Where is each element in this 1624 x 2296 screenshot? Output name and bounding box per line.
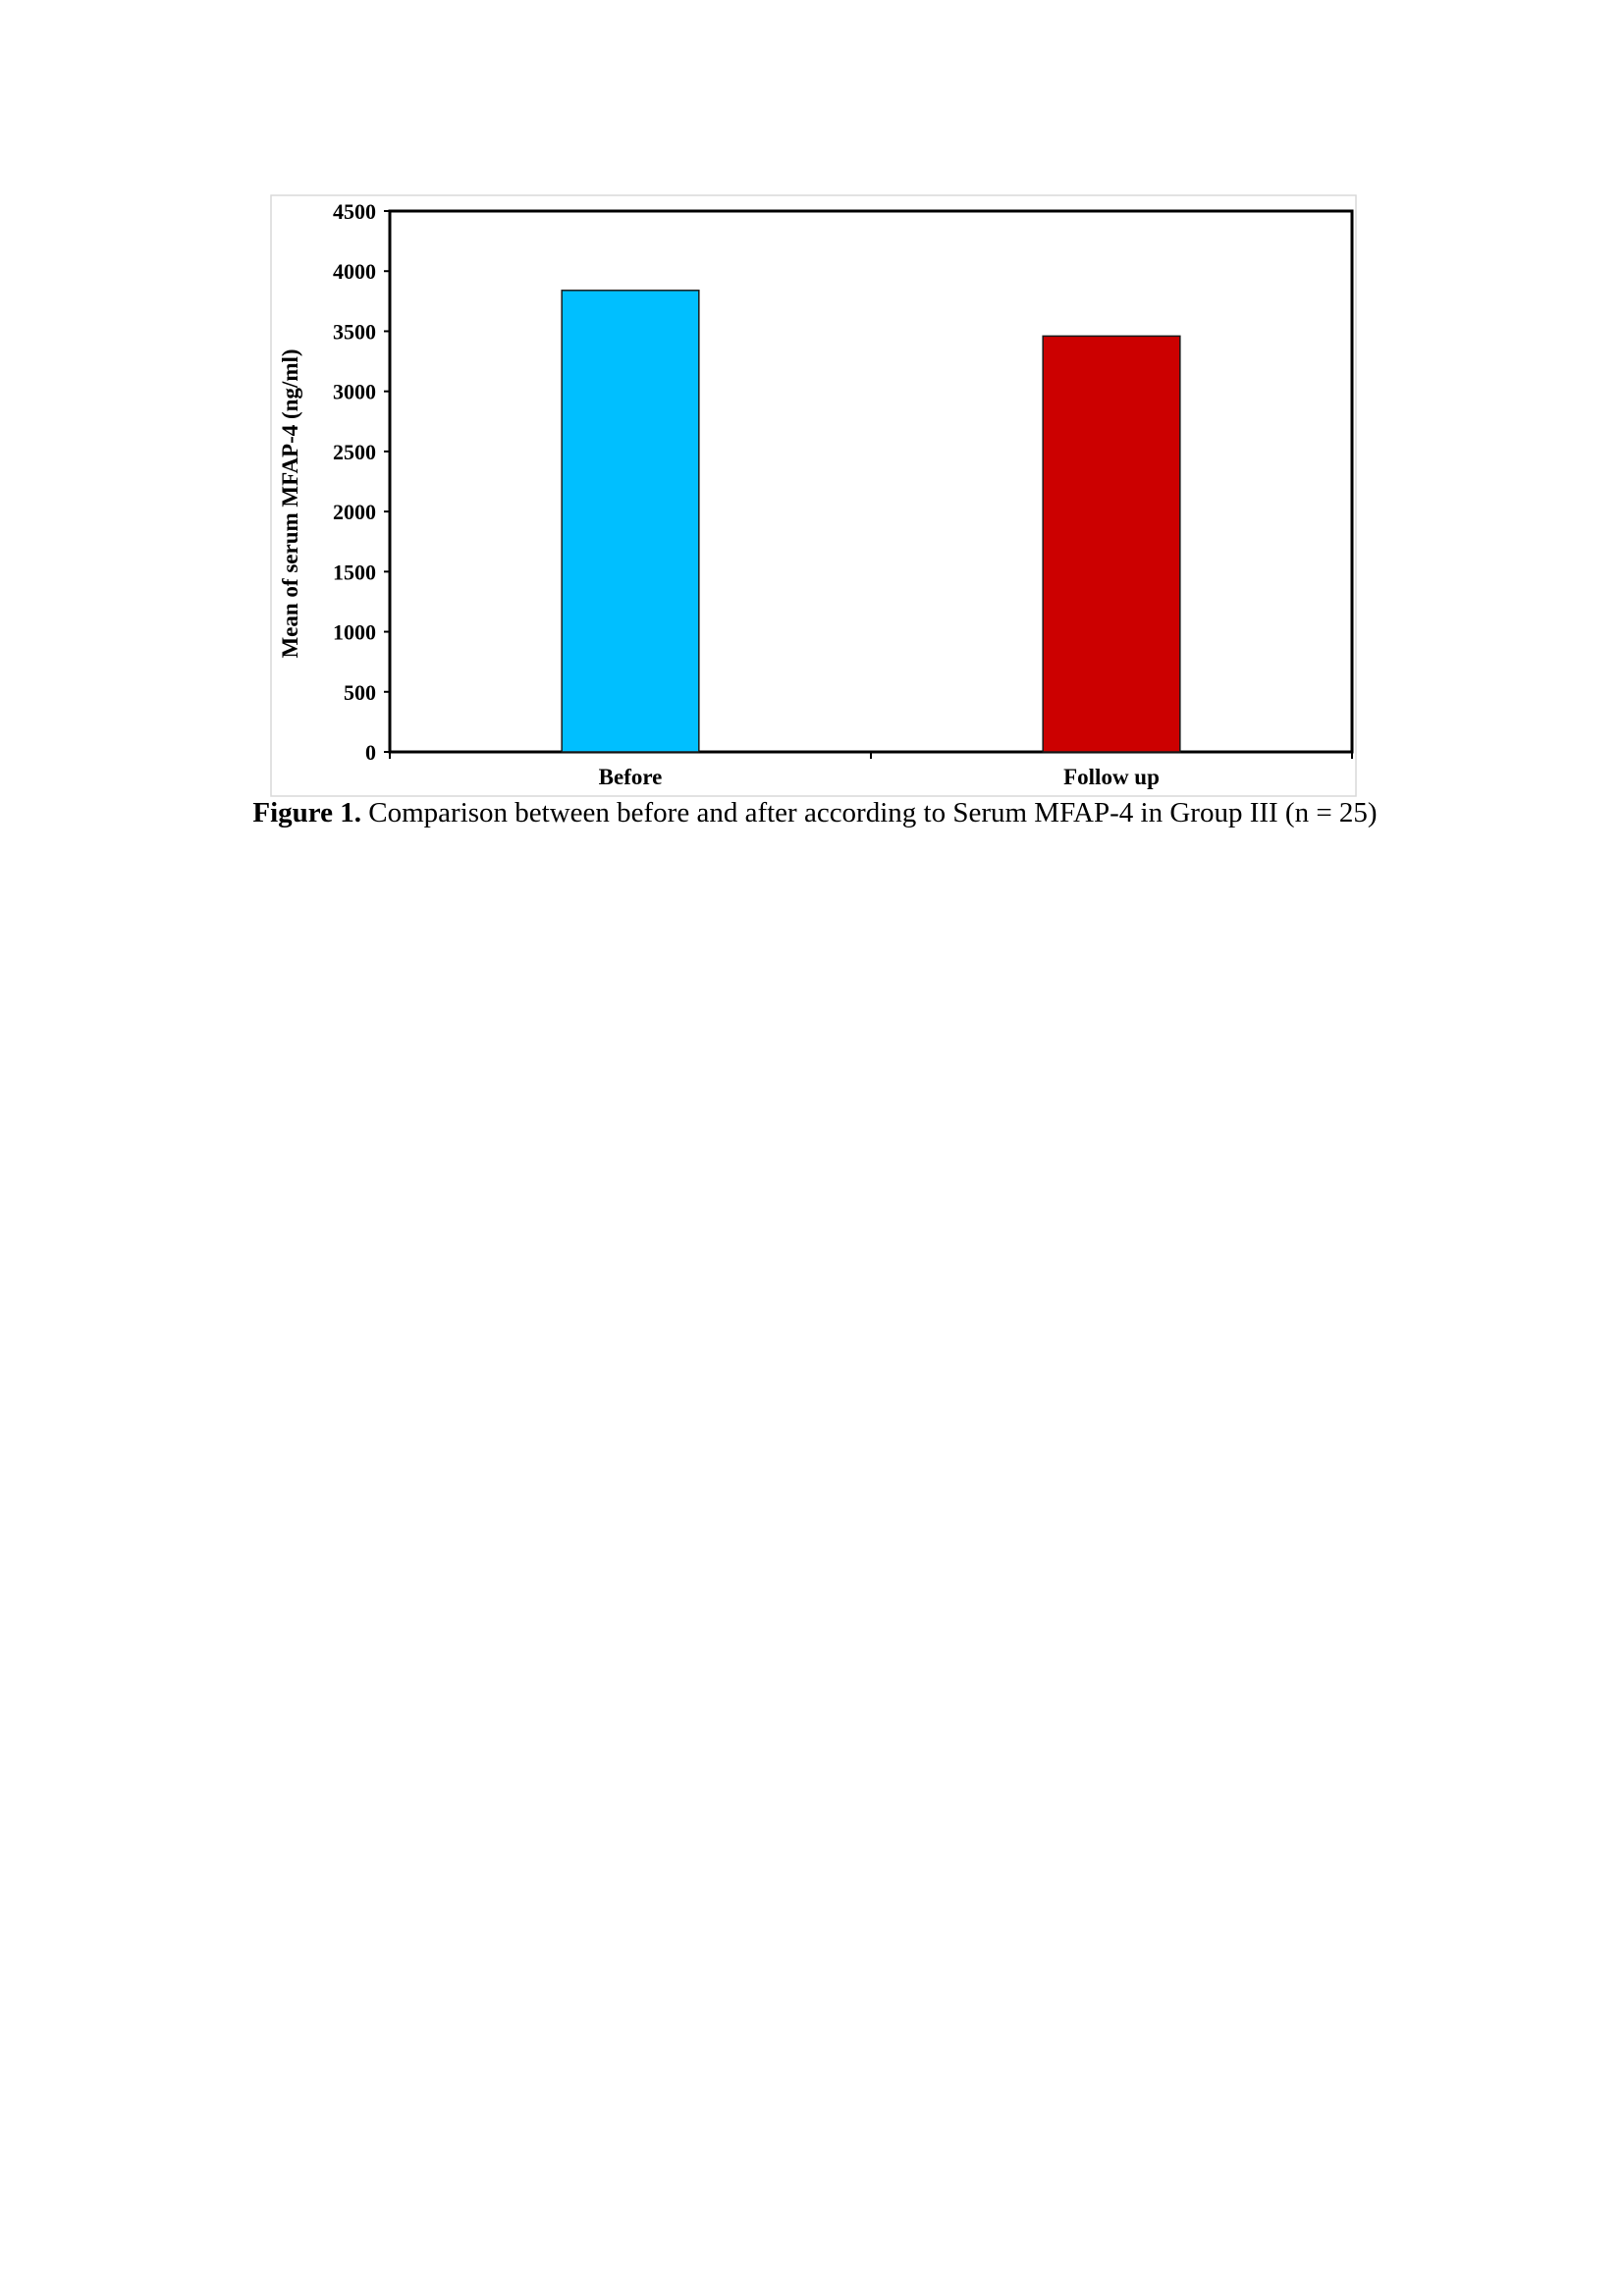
y-tick-label: 4000	[333, 259, 376, 285]
y-tick-label: 0	[365, 740, 376, 765]
figure-caption	[245, 797, 1384, 829]
y-tick-label: 3500	[333, 319, 376, 345]
bar	[1043, 336, 1180, 752]
chart-canvas	[265, 191, 1360, 800]
chart-outer-frame	[271, 195, 1356, 796]
figure-label: Figure 1.	[252, 797, 362, 828]
y-tick-label: 1500	[333, 560, 376, 585]
y-tick-label: 2000	[333, 500, 376, 525]
y-axis-title: Mean of serum MFAP-4 (ng/ml)	[278, 348, 302, 659]
y-tick-label: 500	[344, 679, 376, 705]
plot-area	[333, 199, 1352, 789]
figure-caption-text: Comparison between before and after according to Serum MFAP-4 in Group III (n = 25)	[361, 797, 1378, 828]
x-category-label: Before	[598, 765, 663, 789]
plot-border	[390, 211, 1352, 752]
y-tick-label: 2500	[333, 439, 376, 464]
y-tick-label: 3000	[333, 379, 376, 404]
x-category-label: Follow up	[1063, 765, 1160, 789]
bar	[562, 291, 699, 752]
y-tick-label: 4500	[333, 199, 376, 224]
y-tick-label: 1000	[333, 619, 376, 645]
bar-chart	[265, 191, 1360, 800]
